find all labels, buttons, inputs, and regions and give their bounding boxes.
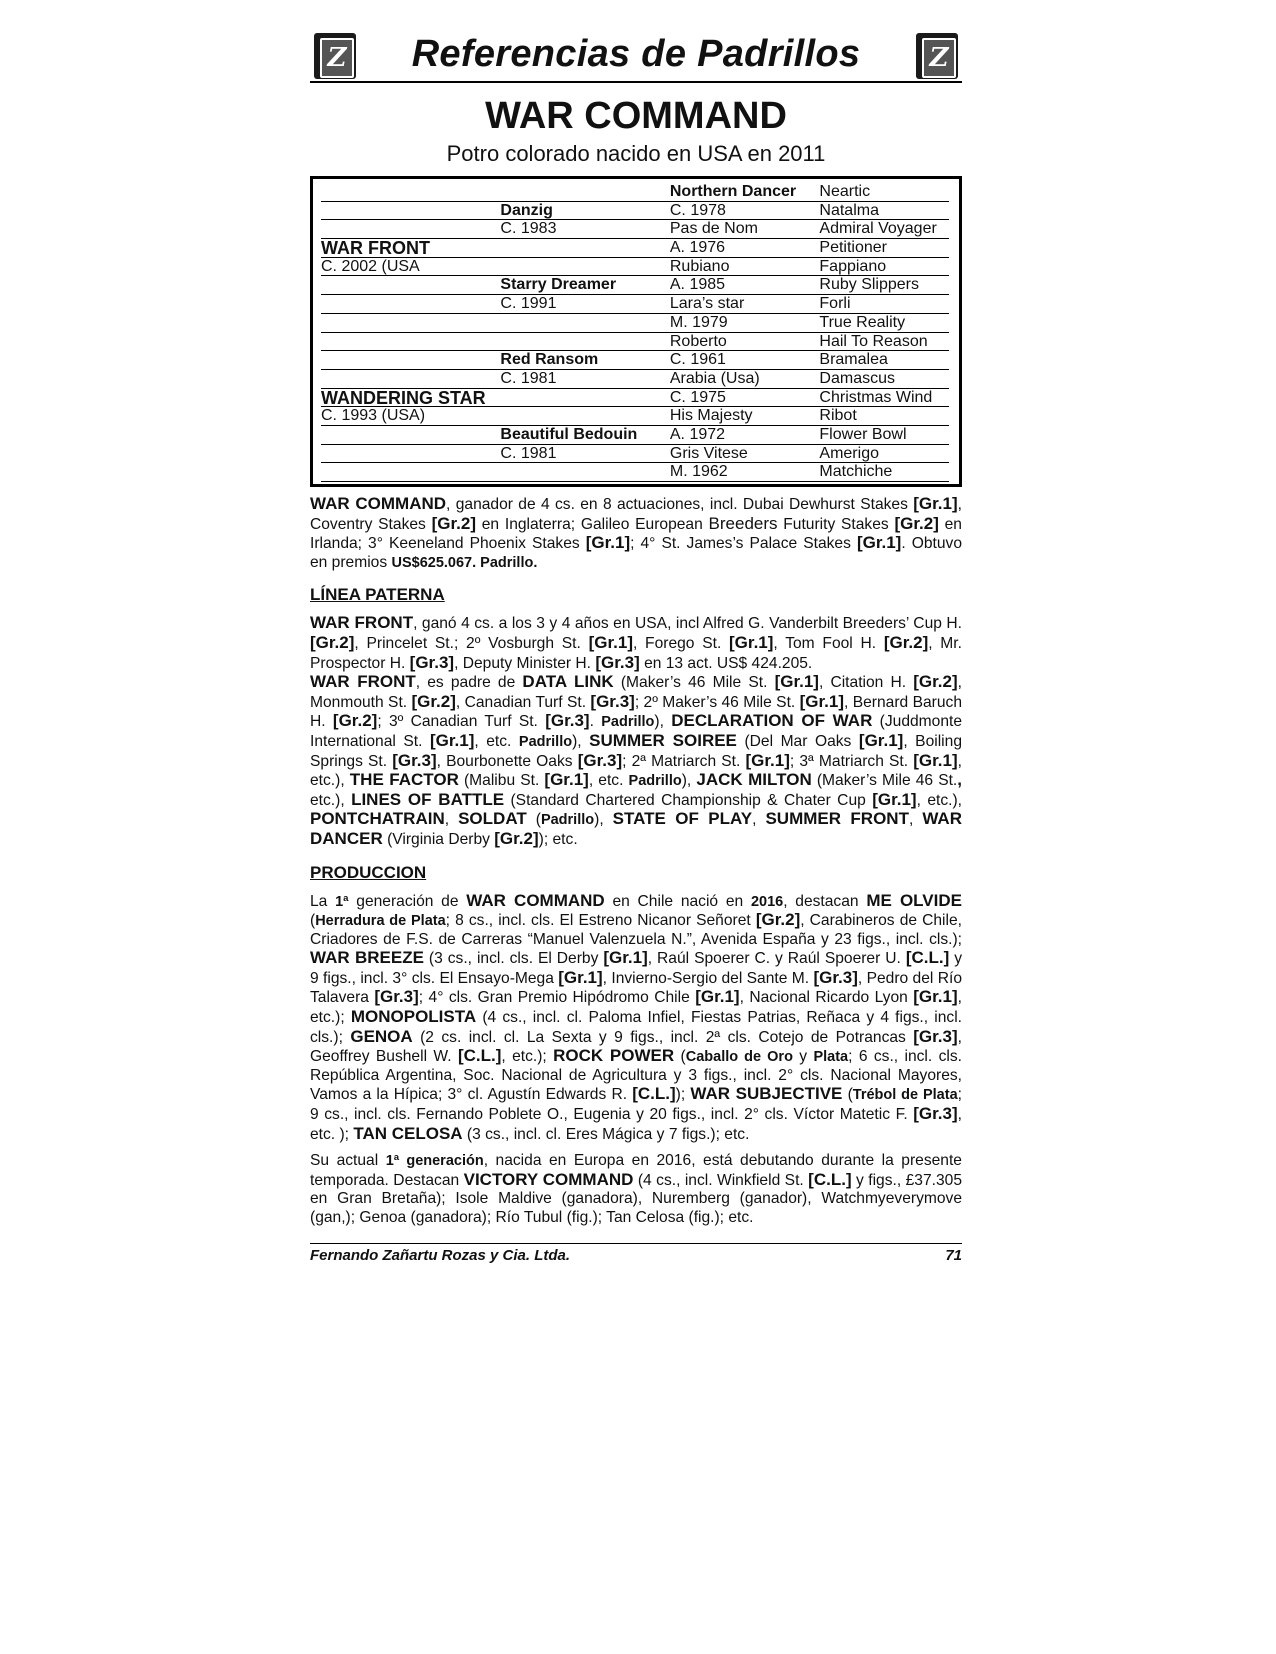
text-run: , etc. <box>474 732 519 750</box>
bold-text: [Gr.3] <box>392 750 437 770</box>
text-run: ; 9 cs., incl. cls. Fernando Poblete O., Eugenia y 20 figs., incl. 2° cls. Víctor Matetic F. <box>310 1086 962 1124</box>
text-run: (Maker’s 46 Mile St. <box>613 674 775 692</box>
bold-text: [Gr.3] <box>595 652 640 672</box>
bold-text: THE FACTOR <box>349 770 459 790</box>
bold-text: [Gr.1] <box>585 533 631 553</box>
pedigree-cell <box>500 258 669 277</box>
text-run: (4 cs., incl. Winkfield St. <box>633 1171 809 1189</box>
text-run: , ganó 4 cs. a los 3 y 4 años en USA, incl Alfred G. Vanderbilt Breeders’ Cup H. <box>413 615 962 633</box>
bold-text: PONTCHATRAIN <box>310 809 445 829</box>
text-run: ; 4° St. James’s Palace Stakes <box>630 535 857 553</box>
pedigree-cell: Hail To Reason <box>819 333 949 352</box>
bold-text: [Gr.2] <box>755 910 801 930</box>
text-run: ); <box>675 1086 691 1104</box>
header-rule <box>310 81 962 83</box>
bold-text: WAR DANCER <box>310 809 962 848</box>
text-run: (4 cs., incl. cl. Paloma Infiel, Fiestas Patrias, Reñaca y 4 figs., incl. cls.); <box>310 1009 962 1046</box>
text-run: , <box>752 811 766 829</box>
text-run: (3 cs., incl. cls. El Derby <box>423 950 604 968</box>
pedigree-cell <box>500 463 669 482</box>
text-run: , Forego St. <box>632 634 730 652</box>
produccion-paragraph <box>310 892 962 1145</box>
bold-text: [Gr.2] <box>411 691 456 711</box>
text-run: ; 3ª Matriarch St. <box>789 752 914 770</box>
bold-text: [Gr.1] <box>913 494 958 513</box>
bold-text: WAR COMMAND <box>466 890 605 910</box>
bold-text: [Gr.1] <box>913 750 958 770</box>
text-run: , Bernard Baruch H. <box>310 693 962 731</box>
pedigree-cell: C. 1975 <box>670 389 820 408</box>
bold-text: [Gr.1] <box>544 770 589 790</box>
header-title: Referencias de Padrillos <box>411 33 861 75</box>
text-run: ), <box>572 732 590 750</box>
paterna-paragraph <box>310 614 962 849</box>
pedigree-row <box>321 426 949 445</box>
bold-text: [Gr.3] <box>374 987 419 1007</box>
pedigree-row <box>321 183 949 202</box>
pedigree-row <box>321 276 949 295</box>
pedigree-row <box>321 370 949 389</box>
text-run: y 9 figs., incl. 3° cls. El Ensayo-Mega <box>310 950 962 987</box>
text-run: Padrillo <box>601 714 655 731</box>
pedigree-cell: True Reality <box>819 314 949 333</box>
page-header <box>310 28 962 84</box>
pedigree-cell: Flower Bowl <box>819 426 949 445</box>
pedigree-cell: C. 1981 <box>500 370 669 389</box>
pedigree-cell: Matchiche <box>819 463 949 482</box>
bold-text: TAN CELOSA <box>353 1123 463 1143</box>
text-run: Caballo de Oro <box>685 1049 793 1066</box>
pedigree-cell: C. 1961 <box>670 351 820 370</box>
pedigree-cell: Pas de Nom <box>670 220 820 239</box>
text-run: ), <box>594 811 613 829</box>
bold-text: [Gr.2] <box>883 632 929 652</box>
text-run: ( <box>310 912 316 930</box>
text-run: , etc. <box>588 772 629 790</box>
text-run: La <box>310 892 336 910</box>
text-run: Padrillo <box>628 773 682 790</box>
text-run: , es padre de <box>415 674 523 692</box>
text-run: , nacida en Europa en 2016, está debutando durante la presente temporada. Destacan <box>310 1152 962 1189</box>
text-run: ( <box>526 811 541 829</box>
bold-text: [Gr.1] <box>588 632 633 652</box>
text-run: , Coventry Stakes <box>310 496 962 533</box>
pedigree-cell: Petitioner <box>819 239 949 258</box>
text-run: ; 8 cs., incl. cls. El Estreno Nicanor Señoret <box>445 912 756 930</box>
pedigree-cell <box>321 333 500 352</box>
text-run: , ganador de 4 cs. en 8 actuaciones, incl. Dubai Dewhurst Stakes <box>446 496 914 513</box>
horse-name: WAR COMMAND <box>485 95 787 137</box>
text-run: 1ª <box>335 893 349 910</box>
pedigree-cell: Arabia (Usa) <box>670 370 820 389</box>
text-run: ; 2º Maker’s 46 Mile St. <box>634 693 800 711</box>
text-run: . Obtuvo en premios <box>310 535 962 571</box>
text-run: ( <box>674 1048 686 1066</box>
text-run: ), <box>681 772 697 790</box>
pedigree-cell: Bramalea <box>819 351 949 370</box>
bold-text: WAR SUBJECTIVE <box>690 1084 843 1104</box>
pedigree-table <box>310 176 962 487</box>
bold-text: VICTORY COMMAND <box>463 1169 634 1189</box>
bold-text: DATA LINK <box>522 672 614 692</box>
bold-text: [Gr.3] <box>813 967 858 987</box>
bold-text: [C.L.] <box>457 1046 502 1066</box>
text-run: Padrillo <box>540 812 595 829</box>
pedigree-cell <box>321 463 500 482</box>
pedigree-cell: C. 1981 <box>500 445 669 464</box>
bold-text: [Gr.2] <box>894 513 939 533</box>
pedigree-cell: WANDERING STAR <box>321 389 500 408</box>
text-run: (Del Mar Oaks <box>736 732 859 750</box>
text-run: , Raúl Spoerer C. y Raúl Spoerer U. <box>647 950 906 968</box>
bold-text: [Gr.3] <box>590 691 635 711</box>
bold-text: [C.L.] <box>632 1084 676 1104</box>
pedigree-cell <box>321 276 500 295</box>
pedigree-cell: Neartic <box>819 183 949 202</box>
pedigree-cell <box>321 370 500 389</box>
pedigree-cell <box>500 333 669 352</box>
pedigree-row <box>321 314 949 333</box>
bold-text: [Gr.1] <box>799 691 845 711</box>
pedigree-cell: A. 1985 <box>670 276 820 295</box>
bold-text: JACK MILTON <box>696 770 812 790</box>
pedigree-row <box>321 220 949 239</box>
bold-text: [C.L.] <box>905 948 950 968</box>
text-run: (Maker’s Mile 46 St. <box>811 772 958 790</box>
text-run: , Deputy Minister H. <box>454 654 596 672</box>
bold-text: MONOPOLISTA <box>350 1007 477 1027</box>
bold-text: WAR COMMAND <box>310 494 447 513</box>
text-run: , Pedro del Río Talavera <box>310 969 962 1007</box>
bold-text: GENOA <box>350 1026 413 1046</box>
text-run: y <box>792 1048 814 1066</box>
brand-logo: Z <box>314 33 356 79</box>
pedigree-cell: Fappiano <box>819 258 949 277</box>
bold-text: [Gr.1] <box>858 730 904 750</box>
text-run: Herradura de Plata <box>315 913 446 930</box>
bold-text: [Gr.1] <box>872 789 917 809</box>
text-run: , Bourbonette Oaks <box>436 752 578 770</box>
bold-text: [Gr.2] <box>494 828 539 848</box>
text-run: US$625.067. Padrillo. <box>391 554 538 571</box>
pedigree-cell: Rubiano <box>670 258 820 277</box>
pedigree-cell: His Majesty <box>670 407 820 426</box>
pedigree-row <box>321 445 949 464</box>
bold-text: SUMMER FRONT <box>765 809 909 829</box>
pedigree-cell: Roberto <box>670 333 820 352</box>
page-footer <box>310 1243 962 1264</box>
text-run: ); etc. <box>538 830 578 848</box>
pedigree-cell <box>500 389 669 408</box>
text-run: , destacan <box>783 892 867 910</box>
document-page <box>310 28 963 1264</box>
text-run: , etc.), <box>916 791 962 809</box>
pedigree-cell <box>500 183 669 202</box>
bold-text: [Gr.1] <box>603 948 648 968</box>
bold-text: [Gr.3] <box>913 1026 958 1046</box>
bold-text: [Gr.2] <box>431 513 476 533</box>
text-run: y figs., £37.305 en Gran Bretaña); Isole Maldive (ganadora), Nuremberg (ganador), Watchmyeverymove (gan,); Genoa (ganadora); Río Tubul (fig.); Tan Celosa (fig.); etc. <box>310 1171 962 1226</box>
text-run: , <box>444 811 459 829</box>
pedigree-cell: C. 1983 <box>500 220 669 239</box>
text-run: en Irlanda; 3° Keeneland Phoenix Stakes <box>310 515 962 553</box>
text-run: 1ª generación <box>385 1153 484 1170</box>
pedigree-row <box>321 295 949 314</box>
bold-text: [Gr.1] <box>558 967 603 987</box>
text-run: etc.), <box>310 791 352 809</box>
pedigree-cell <box>321 183 500 202</box>
pedigree-cell: Admiral Voyager <box>819 220 949 239</box>
section-title-produccion: PRODUCCION <box>310 862 427 882</box>
pedigree-cell: Starry Dreamer <box>500 276 669 295</box>
text-run: en Chile nació en <box>604 892 751 910</box>
text-run: , <box>908 811 923 829</box>
pedigree-cell <box>500 407 669 426</box>
text-run: (2 cs. incl. cl. La Sexta y 9 figs., incl. 2ª cls. Cotejo de Potrancas <box>412 1028 914 1046</box>
pedigree-row <box>321 463 949 482</box>
text-run: , etc.); <box>310 989 962 1027</box>
text-run: ; 2ª Matriarch St. <box>622 752 746 770</box>
text-run: Plata <box>813 1049 849 1066</box>
pedigree-cell <box>321 314 500 333</box>
text-run: , Tom Fool H. <box>773 634 884 652</box>
bold-text: DECLARATION OF WAR <box>671 711 873 731</box>
pedigree-cell <box>321 220 500 239</box>
text-run: , etc.), <box>310 752 962 790</box>
pedigree-cell: Gris Vitese <box>670 445 820 464</box>
bold-text: [Gr.1] <box>729 632 774 652</box>
text-run: en 13 act. US$ 424.205. <box>639 654 813 672</box>
pedigree-row <box>321 258 949 277</box>
bold-text: WAR BREEZE <box>310 948 424 968</box>
intro-paragraph <box>310 495 962 572</box>
text-run: , Nacional Ricardo Lyon <box>739 989 914 1007</box>
text-run: Padrillo <box>518 733 573 750</box>
bold-text: [Gr.1] <box>913 987 958 1007</box>
europa-paragraph <box>310 1152 962 1227</box>
pedigree-cell: Christmas Wind <box>819 389 949 408</box>
brand-logo: Z <box>916 33 958 79</box>
text-run: , etc.); <box>501 1048 554 1066</box>
text-run: , Mr. Prospector H. <box>310 634 962 672</box>
pedigree-row <box>321 389 949 408</box>
text-run: Futurity Stakes <box>777 515 895 533</box>
pedigree-cell <box>321 295 500 314</box>
text-run: Su actual <box>310 1152 386 1170</box>
text-run: (Standard Chartered Championship & Chater Cup <box>504 791 873 809</box>
bold-text: ROCK POWER <box>553 1046 675 1066</box>
text-run: 2016 <box>750 893 784 910</box>
text-run: ; 4° cls. Gran Premio Hipódromo Chile <box>418 989 696 1007</box>
pedigree-row <box>321 239 949 258</box>
text-run: ), <box>654 713 672 731</box>
pedigree-cell <box>321 351 500 370</box>
text-run: , Princelet St.; 2º Vosburgh St. <box>354 634 589 652</box>
bold-text: [Gr.3] <box>913 1104 958 1124</box>
text-run: ; 3º Canadian Turf St. <box>377 713 546 731</box>
text-run: , Boiling Springs St. <box>310 732 962 770</box>
text-run: Breeders <box>708 513 778 533</box>
pedigree-cell: WAR FRONT <box>321 239 500 258</box>
text-run: , etc. ); <box>310 1106 962 1143</box>
pedigree-row <box>321 333 949 352</box>
pedigree-cell: Ruby Slippers <box>819 276 949 295</box>
text-run: ; 6 cs., incl. cls. República Argentina, Soc. Nacional de Agricultura y 3 figs., incl. 2° cls. Nacional Mayores, Vamos a la Hípica; 3° cl. Agustín Edwards R. <box>310 1048 962 1104</box>
pedigree-cell <box>321 445 500 464</box>
bold-text: [Gr.1] <box>774 672 819 692</box>
text-run: (3 cs., incl. cl. Eres Mágica y 7 figs.); etc. <box>462 1125 750 1143</box>
pedigree-cell: Forli <box>819 295 949 314</box>
bold-text: [Gr.2] <box>332 711 378 731</box>
pedigree-cell: A. 1972 <box>670 426 820 445</box>
text-run: (Virginia Derby <box>382 830 495 848</box>
pedigree-row <box>321 407 949 426</box>
pedigree-row <box>321 351 949 370</box>
bold-text: [Gr.1] <box>429 730 475 750</box>
pedigree-cell: Northern Dancer <box>670 183 820 202</box>
bold-text: [Gr.2] <box>310 632 355 652</box>
section-title-paterna: LÍNEA PATERNA <box>310 585 445 605</box>
text-run: ( <box>842 1086 853 1104</box>
text-run: (Malibu St. <box>458 772 545 790</box>
pedigree-cell: C. 2002 (USA <box>321 258 500 277</box>
pedigree-cell: C. 1991 <box>500 295 669 314</box>
bold-text: [C.L.] <box>808 1169 852 1189</box>
bold-text: [Gr.1] <box>695 987 740 1007</box>
pedigree-cell: Ribot <box>819 407 949 426</box>
text-run: , Invierno-Sergio del Sante M. <box>602 969 814 987</box>
bold-text: SUMMER SOIREE <box>589 730 737 750</box>
bold-text: [Gr.1] <box>856 533 902 553</box>
pedigree-cell: Lara’s star <box>670 295 820 314</box>
text-run: generación de <box>348 892 467 910</box>
text-run: Trébol de Plata <box>852 1087 958 1104</box>
pedigree-cell: Natalma <box>819 202 949 221</box>
text-run: (Juddmonte International St. <box>310 713 963 750</box>
text-run: , Geoffrey Bushell W. <box>310 1028 962 1066</box>
pedigree-cell: Danzig <box>500 202 669 221</box>
pedigree-cell: M. 1979 <box>670 314 820 333</box>
pedigree-cell: Damascus <box>819 370 949 389</box>
pedigree-cell: Red Ransom <box>500 351 669 370</box>
pedigree-cell <box>500 239 669 258</box>
text-run: . <box>589 713 602 731</box>
bold-text: LINES OF BATTLE <box>351 789 505 809</box>
text-run: , Citation H. <box>818 674 914 692</box>
pedigree-cell: A. 1976 <box>670 239 820 258</box>
footer-company: Fernando Zañartu Rozas y Cia. Ltda. <box>310 1247 571 1264</box>
bold-text: ME OLVIDE <box>866 890 962 910</box>
bold-text: [Gr.2] <box>913 672 958 692</box>
bold-text: STATE OF PLAY <box>612 809 753 829</box>
bold-text: , <box>957 770 962 790</box>
pedigree-cell <box>321 202 500 221</box>
text-run: , Canadian Turf St. <box>455 693 591 711</box>
pedigree-cell: C. 1993 (USA) <box>321 407 500 426</box>
bold-text: WAR FRONT <box>310 672 416 692</box>
bold-text: [Gr.3] <box>545 711 590 731</box>
horse-description: Potro colorado nacido en USA en 2011 <box>446 141 826 166</box>
text-run: en Inglaterra; Galileo European <box>476 515 709 533</box>
bold-text: [Gr.3] <box>409 652 455 672</box>
pedigree-row <box>321 202 949 221</box>
pedigree-cell: Amerigo <box>819 445 949 464</box>
pedigree-cell <box>500 314 669 333</box>
bold-text: WAR FRONT <box>310 613 414 633</box>
bold-text: SOLDAT <box>458 809 527 829</box>
pedigree-cell: M. 1962 <box>670 463 820 482</box>
pedigree-cell: Beautiful Bedouin <box>500 426 669 445</box>
text-run: , Carabineros de Chile, Criadores de F.S. de Carreras “Manuel Valenzuela N.”, Avenida España y 23 figs., incl. cls.); <box>310 912 962 948</box>
text-run: , Monmouth St. <box>310 674 962 711</box>
pedigree-cell: C. 1978 <box>670 202 820 221</box>
bold-text: [Gr.3] <box>577 750 623 770</box>
pedigree-cell <box>321 426 500 445</box>
page-number: 71 <box>945 1247 962 1264</box>
bold-text: [Gr.1] <box>745 750 790 770</box>
